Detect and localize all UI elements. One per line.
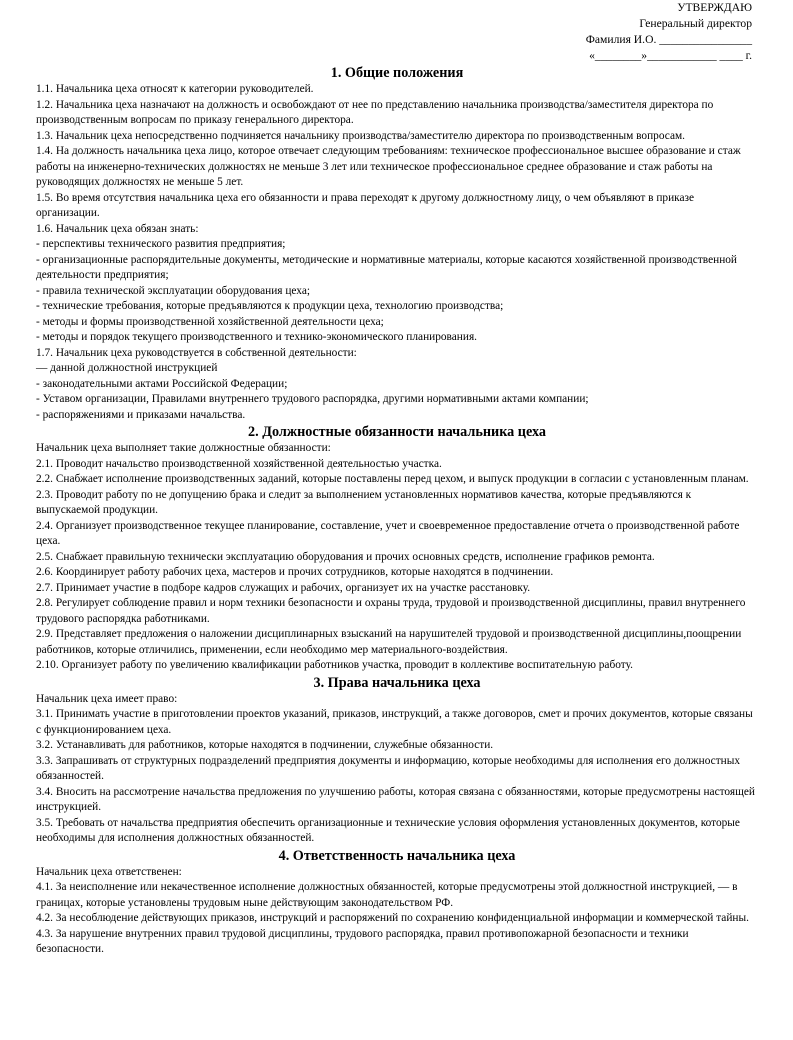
section-title-responsibility: 4. Ответственность начальника цеха [278,847,516,864]
list-item: - законодательными актами Российской Федерации; [36,377,288,390]
section-duties-body [36,441,758,674]
list-item: - технические требования, которые предъявляются к продукции цеха, технологию производства; [36,300,504,312]
section-general-body [36,82,758,423]
paragraph: 2.4. Организует производственное текущее планирование, составление, учет и своевременное предоставление отчета о производственной работе цеха. [36,519,740,547]
paragraph: 4.2. За несоблюдение действующих приказов, инструкций и распоряжений по сохранению конфиденциальной информации и коммерческой тайны. [36,912,749,924]
list-item: - перспективы технического развития предприятия; [36,238,286,250]
document-page [36,0,758,958]
paragraph: 2.7. Принимает участие в подборе кадров служащих и рабочих, организует их на участке расстановку. [36,581,531,594]
section-title-rights: 3. Права начальника цеха [313,674,481,691]
approval-position: Генеральный директор [639,17,752,30]
paragraph: 2.8. Регулирует соблюдение правил и норм техники безопасности и охраны труда, трудовой и производственной дисциплины, правил внутреннего трудового распорядка работниками. [36,597,746,625]
paragraph: 3.2. Устанавливать для работников, которые находятся в подчинении, служебные обязанности. [36,739,494,751]
paragraph: 4.1. За неисполнение или некачественное исполнение должностных обязанностей, которые предусмотрены этой должностной инструкцией, — в границах, которые установлены трудовым ныне действующим законодательством РФ. [36,881,738,909]
section-title-general: 1. Общие положения [330,65,464,81]
paragraph: 2.10. Организует работу по увеличению квалификации работников участка, проводит в коллективе воспитательную работу. [36,659,633,671]
section-title-duties: 2. Должностные обязанности начальника цеха [248,424,546,440]
paragraph: 1.1. Начальника цеха относят к категории руководителей. [36,83,314,95]
paragraph: 2.5. Снабжает правильную технически эксплуатацию оборудования и прочих основных средств, исполнение графиков ремонта. [36,550,655,563]
paragraph: 1.3. Начальник цеха непосредственно подчиняется начальнику производства/заместителю директора по производственным вопросам. [36,129,686,142]
approval-heading: УТВЕРЖДАЮ [677,1,752,14]
list-item: — данной должностной инструкцией [36,362,218,374]
paragraph: 2.3. Проводит работу по не допущению брака и следит за выполнением установленных нормативов качества, которые предъявляются к выпускаемой продукции. [36,488,692,516]
paragraph: 1.4. На должность начальника цеха лицо, которое отвечает следующим требованиям: техническое профессиональное высшее образование и стаж работы на инженерно-технических должностях не меньше 3 лет или техническое профессиональное среднее образование и стаж работы на руководящих должностях не меньше 5 лет. [36,145,741,188]
paragraph: 3.4. Вносить на рассмотрение начальства предложения по улучшению работы, которая связана с обязанностями, которые предусмотрены настоящей инструкцией. [36,785,755,813]
approval-date-line: «________»____________ ____ г. [589,49,752,62]
paragraph: Начальник цеха ответственен: [36,865,182,878]
list-item: - методы и порядок текущего производственного и технико-экономического планирования. [36,331,477,343]
section-rights-body [36,692,758,847]
list-item: - правила технической эксплуатации оборудования цеха; [36,284,311,297]
paragraph: 1.7. Начальник цеха руководствуется в собственной деятельности: [36,346,357,359]
paragraph: 3.1. Принимать участие в приготовлении проектов указаний, приказов, инструкций, а также договоров, смет и прочих документов, которые связаны с функционированием цеха. [36,708,753,736]
section-responsibility-body [36,865,758,958]
paragraph: 2.1. Проводит начальство производственной хозяйственной деятельностью участка. [36,457,442,470]
approval-block [36,0,752,64]
paragraph: 1.6. Начальник цеха обязан знать: [36,222,199,235]
paragraph: 4.3. За нарушение внутренних правил трудовой дисциплины, трудового распорядка, правил противопожарной безопасности и техники безопасности. [36,927,689,955]
paragraph: 2.2. Снабжает исполнение производственных заданий, которые поставлены перед цехом, и выпуск продукции в согласии с установленным планам. [36,473,749,485]
paragraph: Начальник цеха выполняет такие должностные обязанности: [36,442,331,454]
paragraph: 2.9. Представляет предложения о наложении дисциплинарных взысканий на нарушителей трудовой и производственной дисциплины,поощрении работников, которые отличились, применении, если необходимо мер материального-воздействия. [36,628,742,656]
paragraph: 3.3. Запрашивать от структурных подразделений предприятия документы и информацию, которые необходимы для исполнения его должностных обязанностей. [36,754,741,782]
list-item: - методы и формы производственной хозяйственной деятельности цеха; [36,315,384,328]
list-item: - организационные распорядительные документы, методические и нормативные материалы, которые касаются хозяйственной производственной деятельности предприятия; [36,253,738,281]
paragraph: Начальник цеха имеет право: [36,692,178,705]
list-item: - распоряжениями и приказами начальства. [36,408,246,421]
paragraph: 1.5. Во время отсутствия начальника цеха его обязанности и права переходят к другому должностному лицу, о чем объявляют в приказе организации. [36,191,695,219]
list-item: - Уставом организации, Правилами внутреннего трудового распорядка, другими нормативными актами компании; [36,393,589,405]
approval-name-line: Фамилия И.О. ________________ [585,33,752,46]
paragraph: 1.2. Начальника цеха назначают на должность и освобождают от нее по представлению начальника производства/заместителя директора по производственным вопросам по приказу генерального директора. [36,98,714,126]
paragraph: 3.5. Требовать от начальства предприятия обеспечить организационные и технические условия оформления установленных документов, которые необходимы для исполнения должностных обязанностей. [36,816,740,844]
paragraph: 2.6. Координирует работу рабочих цеха, мастеров и прочих сотрудников, которые находятся в подчинении. [36,566,554,578]
